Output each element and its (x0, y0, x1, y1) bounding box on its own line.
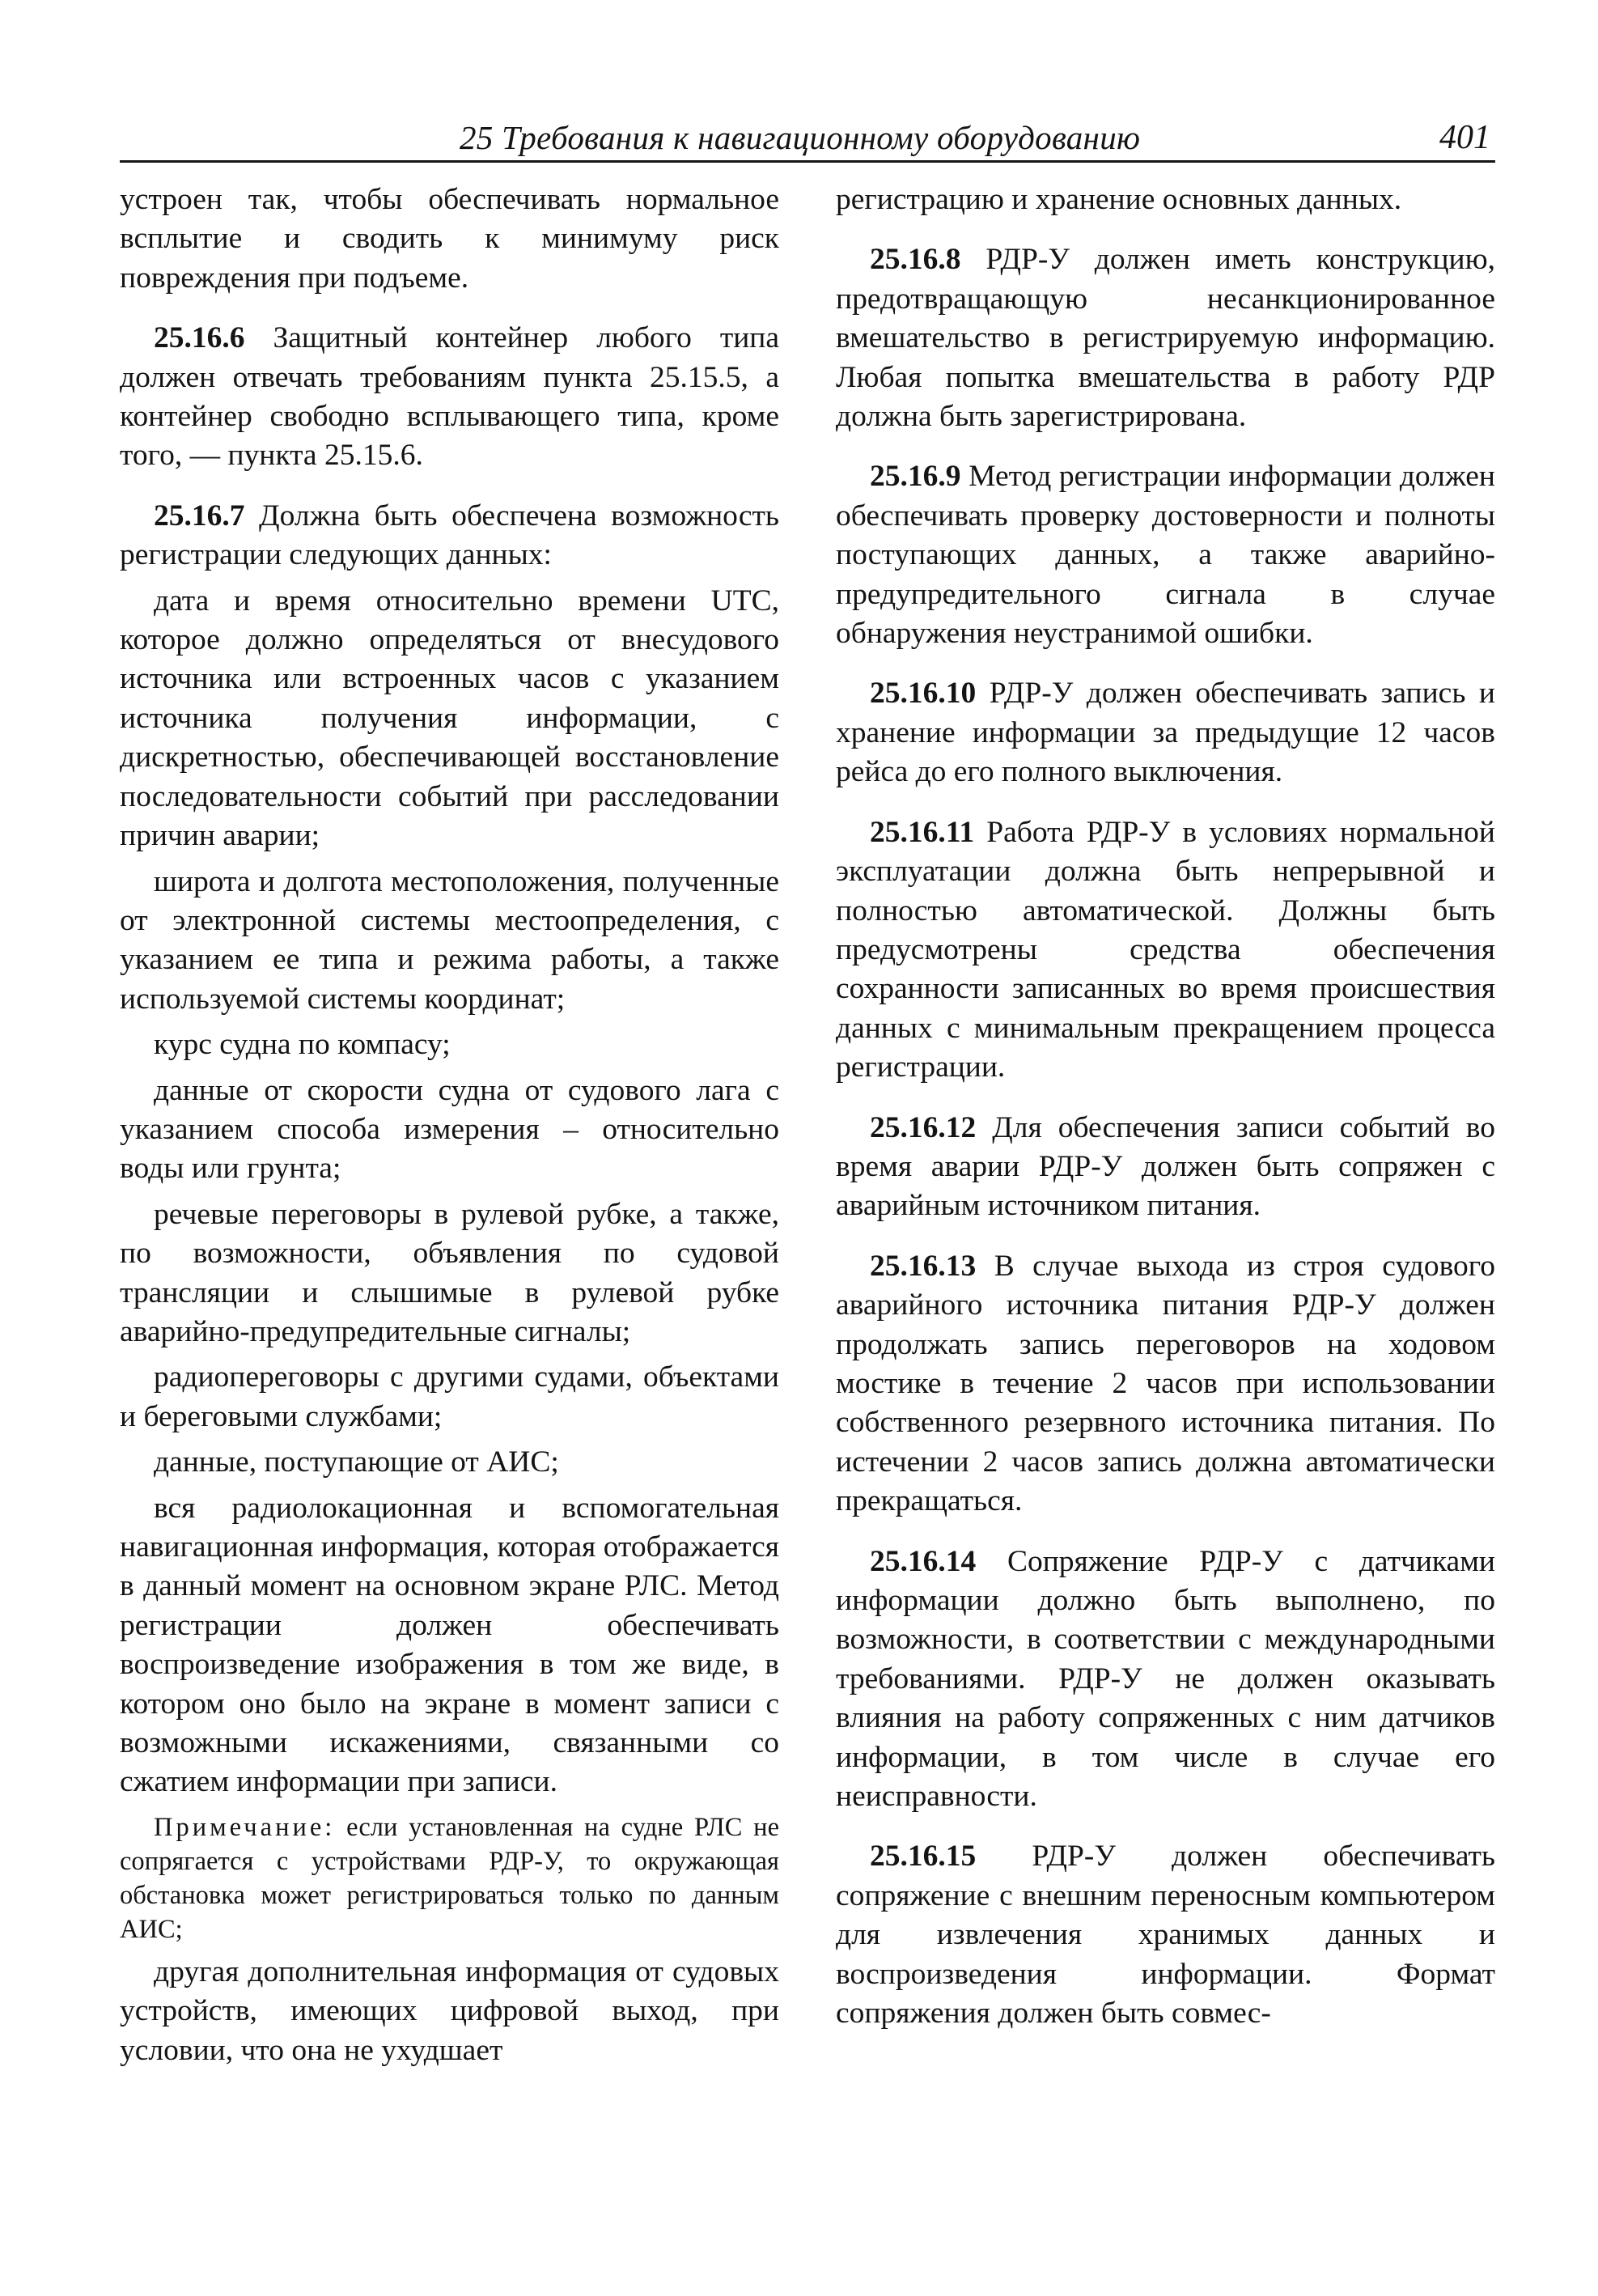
clause-text: В случае выхода из строя судового аварийного источника питания РДР-У должен продолжать запись переговоров на ходовом мостике в течение 2 часов при использовании собственного резервного источника питания. По истечении 2 часов запись должна автоматически прекращаться. (836, 1249, 1495, 1518)
clause-25-16-10 (836, 674, 1495, 792)
clause-text: РДР-У должен обеспечивать запись и хранение информации за предыдущие 12 часов рейса до его полного выключения. (836, 677, 1495, 789)
clause-number: 25.16.11 (870, 815, 975, 849)
note-paragraph (120, 1810, 779, 1946)
note-label: Примечание: (154, 1812, 336, 1842)
running-header (120, 112, 1495, 163)
clause-number: 25.16.10 (870, 677, 977, 711)
clause-text: Сопряжение РДР-У с датчиками информации должно быть выполнено, по возможности, в соответствии с международными требованиями. РДР-У не должен оказывать влияния на работу сопряженных с ним датчиков информации, в том числе в случае его неисправности. (836, 1544, 1495, 1814)
clause-25-16-12 (836, 1109, 1495, 1226)
clause-25-16-15 (836, 1837, 1495, 2033)
clause-25-16-7 (120, 497, 779, 575)
page-number: 401 (1439, 119, 1490, 156)
list-item-radar: вся радиолокационная и вспомогательная навигационная информация, которая отображается в данный момент на основном экране РЛС. Метод регистрации должен обеспечивать воспроизведение изображения в том же виде, в котором оно было на экране в момент записи с возможными искажениями, связанными со сжатием информации при записи. (120, 1491, 779, 1799)
list-item-datetime: дата и время относительно времени UTC, которое должно определяться от внесудового источника или встроенных часов с указанием источника получения информации, с дискретностью, обеспечивающей восстановление последовательности событий при расследовании причин аварии; (120, 584, 779, 853)
list-item-heading: курс судна по компасу; (154, 1028, 451, 1062)
clause-number: 25.16.13 (870, 1249, 977, 1283)
clause-text: Для обеспечения записи событий во время аварии РДР-У должен быть сопряжен с аварийным источником питания. (836, 1110, 1495, 1223)
clause-number: 25.16.15 (870, 1840, 977, 1874)
right-column (836, 180, 1495, 2070)
clause-number: 25.16.6 (154, 321, 245, 355)
clause-text: РДР-У должен иметь конструкцию, предотвращающую несанкционированное вмешательство в регистрируемую информацию. Любая попытка вмешательства в работу РДР должна быть зарегистрирована. (836, 243, 1495, 434)
list-item-ais: данные, поступающие от АИС; (154, 1445, 559, 1479)
list-item-speed: данные от скорости судна от судового лага с указанием способа измерения – относительно воды или грунта; (120, 1073, 779, 1186)
clause-text: Работа РДР-У в условиях нормальной эксплуатации должна быть непрерывной и полностью автоматической. Должны быть предусмотрены средства обеспечения сохранности записанных во время происшествия данных с минимальным прекращением процесса регистрации. (836, 815, 1495, 1084)
clause-25-16-8 (836, 240, 1495, 436)
document-page (120, 112, 1495, 2070)
list-item-other: другая дополнительная информация от судовых устройств, имеющих цифровой выход, при условии, что она не ухудшает (120, 1954, 779, 2067)
note-text: если установленная на судне РЛС не сопрягается с устройствами РДР-У, то окружающая обстановка может регистрироваться только по данным АИС; (120, 1812, 779, 1944)
list-item-position: широта и долгота местоположения, полученные от электронной системы местоопределения, с указанием ее типа и режима работы, а также используемой системы координат; (120, 864, 779, 1016)
clause-25-16-6 (120, 319, 779, 476)
list-item-bridge-audio: речевые переговоры в рулевой рубке, а также, по возможности, объявления по судовой трансляции и слышимые в рулевой рубке аварийно-предупредительные сигналы; (120, 1197, 779, 1348)
clause-25-16-14 (836, 1543, 1495, 1817)
clause-number: 25.16.9 (870, 460, 961, 494)
clause-text: Метод регистрации информации должен обеспечивать проверку достоверности и полноты поступающих данных, а также аварийно-предупредительного сигнала в случае обнаружения неустранимой ошибки. (836, 460, 1495, 651)
paragraph-continued: регистрацию и хранение основных данных. (836, 183, 1402, 216)
chapter-title: 25 Требования к навигационному оборудованию (460, 119, 1141, 156)
text-columns (120, 180, 1495, 2070)
clause-25-16-13 (836, 1247, 1495, 1521)
clause-text: Защитный контейнер любого типа должен отвечать требованиям пункта 25.15.5, а контейнер свободно всплывающего типа, кроме того, — пункта 25.15.6. (120, 321, 779, 473)
left-column (120, 180, 779, 2070)
clause-text: Должна быть обеспечена возможность регистрации следующих данных: (120, 499, 779, 572)
clause-text: РДР-У должен обеспечивать сопряжение с внешним переносным компьютером для извлечения хранимых данных и воспроизведения информации. Формат сопряжения должен быть совмес- (836, 1840, 1495, 2031)
paragraph-continued: устроен так, чтобы обеспечивать нормальное всплытие и сводить к минимуму риск повреждения при подъеме. (120, 183, 779, 295)
clause-number: 25.16.7 (154, 499, 245, 533)
clause-number: 25.16.8 (870, 243, 961, 277)
list-item-radio: радиопереговоры с другими судами, объектами и береговыми службами; (120, 1360, 779, 1433)
clause-25-16-11 (836, 813, 1495, 1088)
clause-number: 25.16.14 (870, 1544, 977, 1578)
clause-number: 25.16.12 (870, 1110, 977, 1144)
clause-25-16-9 (836, 457, 1495, 653)
